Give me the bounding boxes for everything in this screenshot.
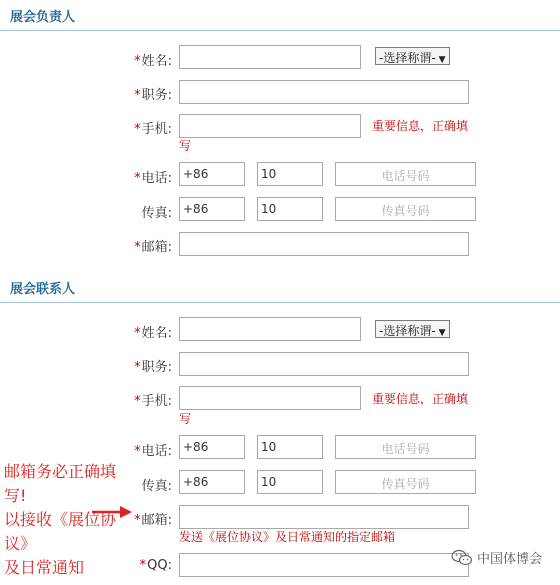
contact-phone-country-code[interactable]: +86	[179, 435, 245, 459]
required-mark: *	[134, 513, 141, 528]
contact-mobile-note: 重要信息，正确填	[372, 392, 469, 406]
label-manager-mobile	[72, 118, 172, 137]
contact-email-input[interactable]	[179, 505, 469, 529]
label-text: 职务:	[141, 88, 172, 103]
label-manager-email	[72, 236, 172, 255]
label-text: 电话:	[141, 444, 172, 459]
label-contact-name	[72, 322, 172, 341]
required-mark: *	[139, 558, 147, 573]
label-text: 电话:	[141, 171, 172, 186]
required-mark: *	[134, 394, 141, 409]
manager-phone-country-code[interactable]: +86	[179, 162, 245, 186]
label-contact-position	[72, 356, 172, 375]
select-value: -选择称谓-	[379, 51, 436, 65]
label-contact-phone	[72, 440, 172, 459]
label-text: 邮箱:	[141, 240, 172, 255]
annotation-line: 以接收《展位协议》	[4, 510, 117, 553]
label-manager-name	[72, 50, 172, 69]
watermark-text: 中国体博会	[476, 552, 542, 567]
manager-title-select[interactable]	[375, 47, 450, 65]
contact-fax-country-code[interactable]: +86	[179, 470, 245, 494]
manager-fax-number-input[interactable]: 传真号码	[335, 197, 476, 221]
contact-position-input[interactable]	[179, 352, 469, 376]
required-mark: *	[134, 88, 141, 103]
manager-mobile-note-wrap: 写	[179, 139, 192, 153]
required-mark: *	[134, 444, 141, 459]
label-text: 手机:	[141, 394, 172, 409]
label-text: 传真:	[141, 206, 172, 221]
contact-phone-number-input[interactable]: 电话号码	[335, 435, 476, 459]
section-title-contact: 展会联系人	[10, 282, 76, 297]
red-arrow-icon	[92, 504, 132, 520]
contact-mobile-input[interactable]	[179, 386, 361, 410]
contact-title-select[interactable]	[375, 320, 450, 338]
label-text: 邮箱:	[141, 513, 172, 528]
contact-phone-area-code[interactable]: 10	[257, 435, 323, 459]
label-manager-fax	[72, 202, 172, 221]
required-mark: *	[134, 240, 141, 255]
dropdown-arrow-icon: ▼	[438, 328, 446, 338]
manager-fax-area-code[interactable]: 10	[257, 197, 323, 221]
label-text: 传真:	[141, 479, 172, 494]
section-header-manager	[0, 0, 560, 31]
manager-mobile-note: 重要信息，正确填	[372, 119, 469, 133]
manager-name-input[interactable]	[179, 45, 361, 69]
label-text: 姓名:	[141, 54, 172, 69]
label-text: 姓名:	[141, 326, 172, 341]
required-mark: *	[134, 326, 141, 341]
watermark	[451, 548, 542, 567]
section-title-manager: 展会负责人	[10, 10, 76, 25]
select-value: -选择称谓-	[379, 324, 436, 338]
manager-mobile-input[interactable]	[179, 114, 361, 138]
dropdown-arrow-icon: ▼	[438, 55, 446, 65]
manager-phone-area-code[interactable]: 10	[257, 162, 323, 186]
manager-position-input[interactable]	[179, 80, 469, 104]
contact-fax-number-input[interactable]: 传真号码	[335, 470, 476, 494]
contact-fax-area-code[interactable]: 10	[257, 470, 323, 494]
contact-email-note: 发送《展位协议》及日常通知的指定邮箱	[179, 530, 396, 544]
label-manager-position	[72, 84, 172, 103]
contact-mobile-note-wrap: 写	[179, 412, 192, 426]
label-text: 职务:	[141, 360, 172, 375]
required-mark: *	[134, 171, 141, 186]
contact-name-input[interactable]	[179, 317, 361, 341]
manager-fax-country-code[interactable]: +86	[179, 197, 245, 221]
annotation-line: 及日常通知	[4, 558, 85, 577]
label-text: QQ:	[147, 558, 172, 573]
label-text: 手机:	[141, 122, 172, 137]
manager-email-input[interactable]	[179, 232, 469, 256]
required-mark: *	[134, 360, 141, 375]
annotation-line: 邮箱务必正确填写!	[4, 462, 117, 505]
section-header-contact	[0, 272, 560, 303]
email-annotation	[4, 460, 134, 580]
wechat-icon	[451, 549, 473, 567]
label-manager-phone	[72, 167, 172, 186]
required-mark: *	[134, 122, 141, 137]
contact-qq-input[interactable]	[179, 553, 469, 577]
label-contact-mobile	[72, 390, 172, 409]
manager-phone-number-input[interactable]: 电话号码	[335, 162, 476, 186]
required-mark: *	[134, 54, 141, 69]
